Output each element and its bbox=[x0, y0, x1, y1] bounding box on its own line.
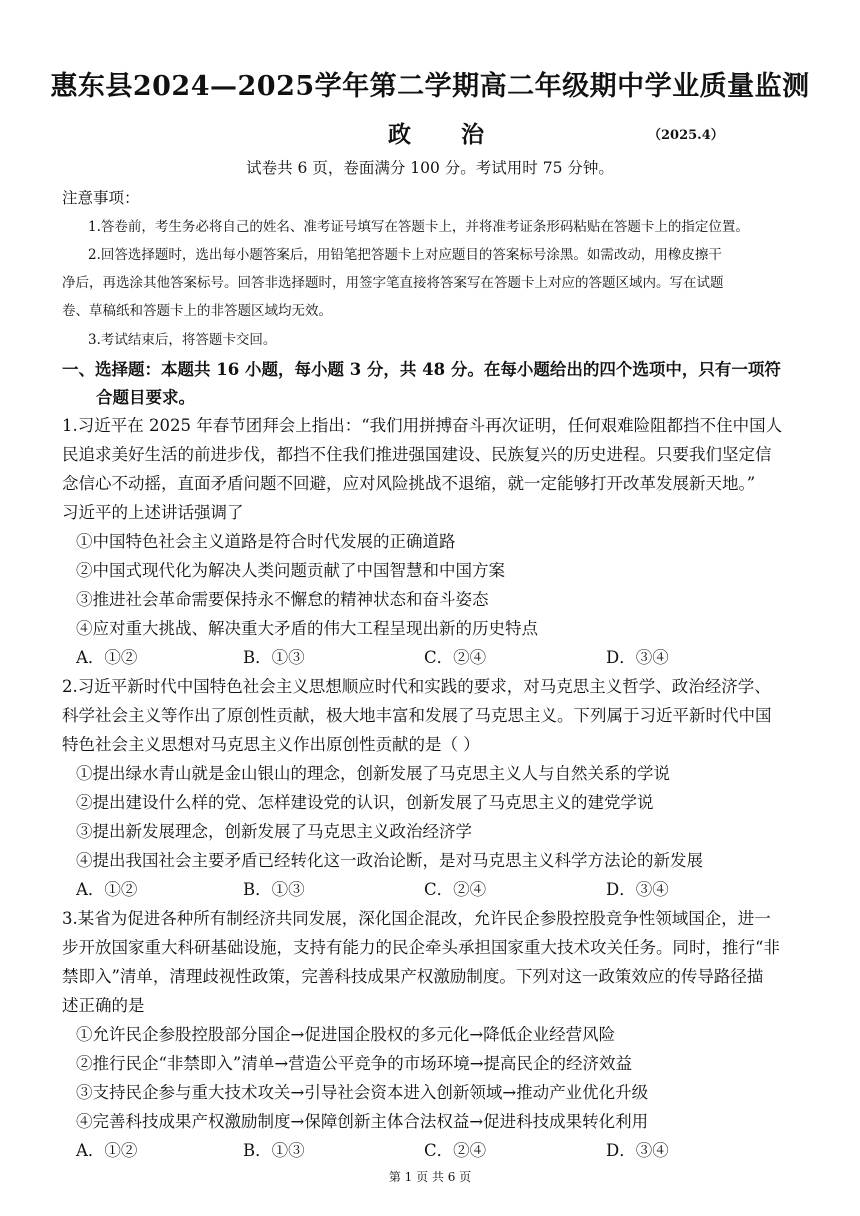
question-stem-line: 2.习近平新时代中国特色社会主义思想顺应时代和实践的要求，对马克思主义哲学、政治经济学、 bbox=[62, 677, 771, 696]
statement-item: ②提出建设什么样的党、怎样建设党的认识，创新发展了马克思主义的建党学说 bbox=[76, 793, 654, 812]
statement-item: ④应对重大挑战、解决重大矛盾的伟大工程呈现出新的历史特点 bbox=[76, 619, 538, 638]
subject-title: 政治 bbox=[388, 121, 534, 148]
option-d[interactable]: D．③④ bbox=[606, 880, 669, 899]
option-a[interactable]: A．①② bbox=[76, 880, 138, 899]
question-stem-line: 念信心不动摇，直面矛盾问题不回避，应对风险挑战不退缩，就一定能够打开改革发展新天地。” bbox=[62, 474, 756, 493]
statement-item: ①允许民企参股控股部分国企→促进国企股权的多元化→降低企业经营风险 bbox=[76, 1025, 616, 1044]
section-heading: 一、选择题：本题共 16 小题，每小题 3 分，共 48 分。在每小题给出的四个选项中，只有一项符 bbox=[62, 360, 781, 379]
statement-item: ③提出新发展理念，创新发展了马克思主义政治经济学 bbox=[76, 822, 472, 841]
question-stem-line: 1.习近平在 2025 年春节团拜会上指出：“我们用拼搏奋斗再次证明，任何艰难险阻都挡不住中国人 bbox=[62, 416, 783, 435]
statement-item: ②推行民企“非禁即入”清单→营造公平竞争的市场环境→提高民企的经济效益 bbox=[76, 1054, 633, 1073]
option-a[interactable]: A．①② bbox=[76, 648, 138, 667]
question-stem-line: 科学社会主义等作出了原创性贡献，极大地丰富和发展了马克思主义。下列属于习近平新时代中国 bbox=[62, 706, 772, 725]
option-b[interactable]: B．①③ bbox=[243, 880, 305, 899]
notice-item-2-cont: 净后，再选涂其他答案标号。回答非选择题时，用签字笔直接将答案写在答题卡上对应的答题区域内。写在试题 bbox=[62, 275, 724, 291]
notice-item-2-cont2: 卷、草稿纸和答题卡上的非答题区域均无效。 bbox=[62, 303, 332, 319]
option-b[interactable]: B．①③ bbox=[243, 648, 305, 667]
option-c[interactable]: C．②④ bbox=[424, 648, 487, 667]
option-b[interactable]: B．①③ bbox=[243, 1141, 305, 1160]
option-d[interactable]: D．③④ bbox=[606, 1141, 669, 1160]
statement-item: ①提出绿水青山就是金山银山的理念，创新发展了马克思主义人与自然关系的学说 bbox=[76, 764, 670, 783]
section-heading-cont: 合题目要求。 bbox=[96, 388, 195, 407]
statement-item: ④提出我国社会主要矛盾已经转化这一政治论断，是对马克思主义科学方法论的新发展 bbox=[76, 851, 703, 870]
statement-item: ④完善科技成果产权激励制度→保障创新主体合法权益→促进科技成果转化利用 bbox=[76, 1112, 649, 1131]
question-stem-line: 禁即入”清单，清理歧视性政策，完善科技成果产权激励制度。下列对这一政策效应的传导路径描 bbox=[62, 967, 764, 986]
exam-info: 试卷共 6 页，卷面满分 100 分。考试用时 75 分钟。 bbox=[246, 159, 614, 177]
option-a[interactable]: A．①② bbox=[76, 1141, 138, 1160]
notice-item-1: 1.答卷前，考生务必将自己的姓名、准考证号填写在答题卡上，并将准考证条形码粘贴在答题卡上的指定位置。 bbox=[88, 219, 749, 235]
option-c[interactable]: C．②④ bbox=[424, 1141, 487, 1160]
page-footer: 第 1 页 共 6 页 bbox=[388, 1170, 472, 1184]
option-d[interactable]: D．③④ bbox=[606, 648, 669, 667]
question-stem-line: 习近平的上述讲话强调了 bbox=[62, 503, 244, 522]
notice-item-2: 2.回答选择题时，选出每小题答案后，用铅笔把答题卡上对应题目的答案标号涂黑。如需改动，用橡皮擦干 bbox=[88, 247, 722, 263]
statement-item: ③支持民企参与重大技术攻关→引导社会资本进入创新领域→推动产业优化升级 bbox=[76, 1083, 649, 1102]
option-c[interactable]: C．②④ bbox=[424, 880, 487, 899]
statement-item: ①中国特色社会主义道路是符合时代发展的正确道路 bbox=[76, 532, 456, 551]
exam-title: 惠东县2024—2025学年第二学期高二年级期中学业质量监测 bbox=[50, 71, 810, 102]
question-stem-line: 述正确的是 bbox=[62, 996, 145, 1015]
exam-date: （2025.4） bbox=[648, 128, 724, 143]
question-stem-line: 3.某省为促进各种所有制经济共同发展，深化国企混改，允许民企参股控股竞争性领域国企，进一 bbox=[62, 909, 771, 928]
statement-item: ③推进社会革命需要保持永不懈怠的精神状态和奋斗姿态 bbox=[76, 590, 489, 609]
notice-heading: 注意事项： bbox=[62, 189, 140, 207]
question-stem-line: 步开放国家重大科研基础设施，支持有能力的民企牵头承担国家重大技术攻关任务。同时，推行“非 bbox=[62, 938, 780, 957]
question-stem-line: 民追求美好生活的前进步伐，都挡不住我们推进强国建设、民族复兴的历史进程。只要我们坚定信 bbox=[62, 445, 772, 464]
notice-item-3: 3.考试结束后，将答题卡交回。 bbox=[88, 332, 277, 348]
statement-item: ②中国式现代化为解决人类问题贡献了中国智慧和中国方案 bbox=[76, 561, 505, 580]
question-stem-line: 特色社会主义思想对马克思主义作出原创性贡献的是（ ） bbox=[62, 735, 480, 754]
